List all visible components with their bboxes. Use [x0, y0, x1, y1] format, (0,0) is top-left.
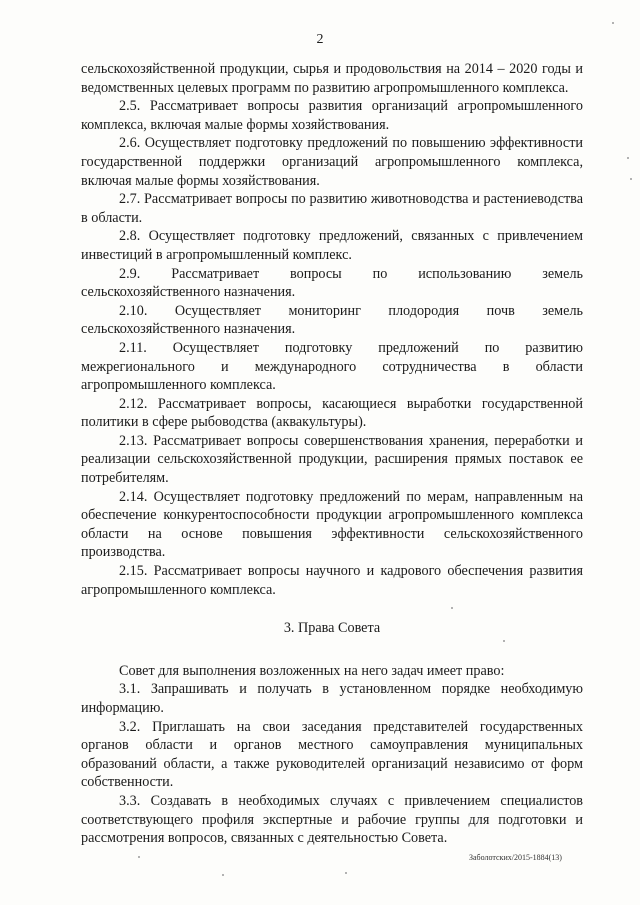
paragraph-2-15: 2.15. Рассматривает вопросы научного и кадрового обеспечения развития агропромышленного комплекса.	[81, 563, 583, 598]
scan-speck	[451, 607, 453, 609]
document-body	[81, 60, 583, 848]
paragraph-2-6: 2.6. Осуществляет подготовку предложений по повышению эффективности государственной поддержки организаций агропромышленного комплекса, включая малые формы хозяйствования.	[81, 135, 583, 189]
scan-speck	[222, 874, 224, 876]
scan-speck	[138, 856, 140, 858]
paragraph-2-5: 2.5. Рассматривает вопросы развития организаций агропромышленного комплекса, включая малые формы хозяйствования.	[81, 98, 583, 133]
section-heading: 3. Права Совета	[283, 620, 381, 637]
scan-speck	[630, 178, 632, 180]
paragraph-2-10: 2.10. Осуществляет мониторинг плодородия почв земель сельскохозяйственного назначения.	[81, 302, 583, 338]
document-code: Заболотских/2015-1884(13)	[469, 853, 562, 862]
paragraph-2-8: 2.8. Осуществляет подготовку предложений, связанных с привлечением инвестиций в агропромышленный комплекс.	[81, 228, 583, 263]
paragraph-continuation: сельскохозяйственной продукции, сырья и продовольствия на 2014 – 2020 годы и ведомственных целевых программ по развитию агропромышленного комплекса.	[81, 61, 583, 96]
paragraph-3-2: 3.2. Приглашать на свои заседания представителей государственных органов области и органов местного самоуправления муниципальных образований области, а также руководителей организаций независимо от форм собственности.	[81, 718, 583, 791]
scan-speck	[345, 872, 347, 874]
page-number: 2	[316, 32, 324, 47]
paragraph-rights-intro: Совет для выполнения возложенных на него задач имеет право:	[119, 662, 505, 679]
scan-speck	[612, 22, 614, 24]
paragraph-2-9: 2.9. Рассматривает вопросы по использованию земель сельскохозяйственного назначения.	[81, 265, 583, 301]
scan-speck	[627, 157, 629, 159]
paragraph-3-3: 3.3. Создавать в необходимых случаях с привлечением специалистов соответствующего профиля экспертные и рабочие группы для подготовки и рассмотрения вопросов, связанных с деятельностью Совета.	[81, 792, 583, 847]
paragraph-2-11: 2.11. Осуществляет подготовку предложений по развитию межрегионального и международного сотрудничества в области агропромышленного комплекса.	[81, 339, 583, 394]
paragraph-2-14: 2.14. Осуществляет подготовку предложений по мерам, направленным на обеспечение конкурентоспособности продукции агропромышленного комплекса области на основе повышения эффективности сельскохозяйственного производства.	[81, 488, 583, 561]
paragraph-2-13: 2.13. Рассматривает вопросы совершенствования хранения, переработки и реализации сельскохозяйственной продукции, расширения прямых поставок ее потребителям.	[81, 432, 583, 487]
scan-speck	[503, 640, 505, 642]
paragraph-2-7: 2.7. Рассматривает вопросы по развитию животноводства и растениеводства в области.	[81, 191, 583, 226]
paragraph-2-12: 2.12. Рассматривает вопросы, касающиеся выработки государственной политики в сфере рыбоводства (аквакультуры).	[81, 395, 583, 431]
paragraph-3-1: 3.1. Запрашивать и получать в установленном порядке необходимую информацию.	[81, 681, 583, 716]
